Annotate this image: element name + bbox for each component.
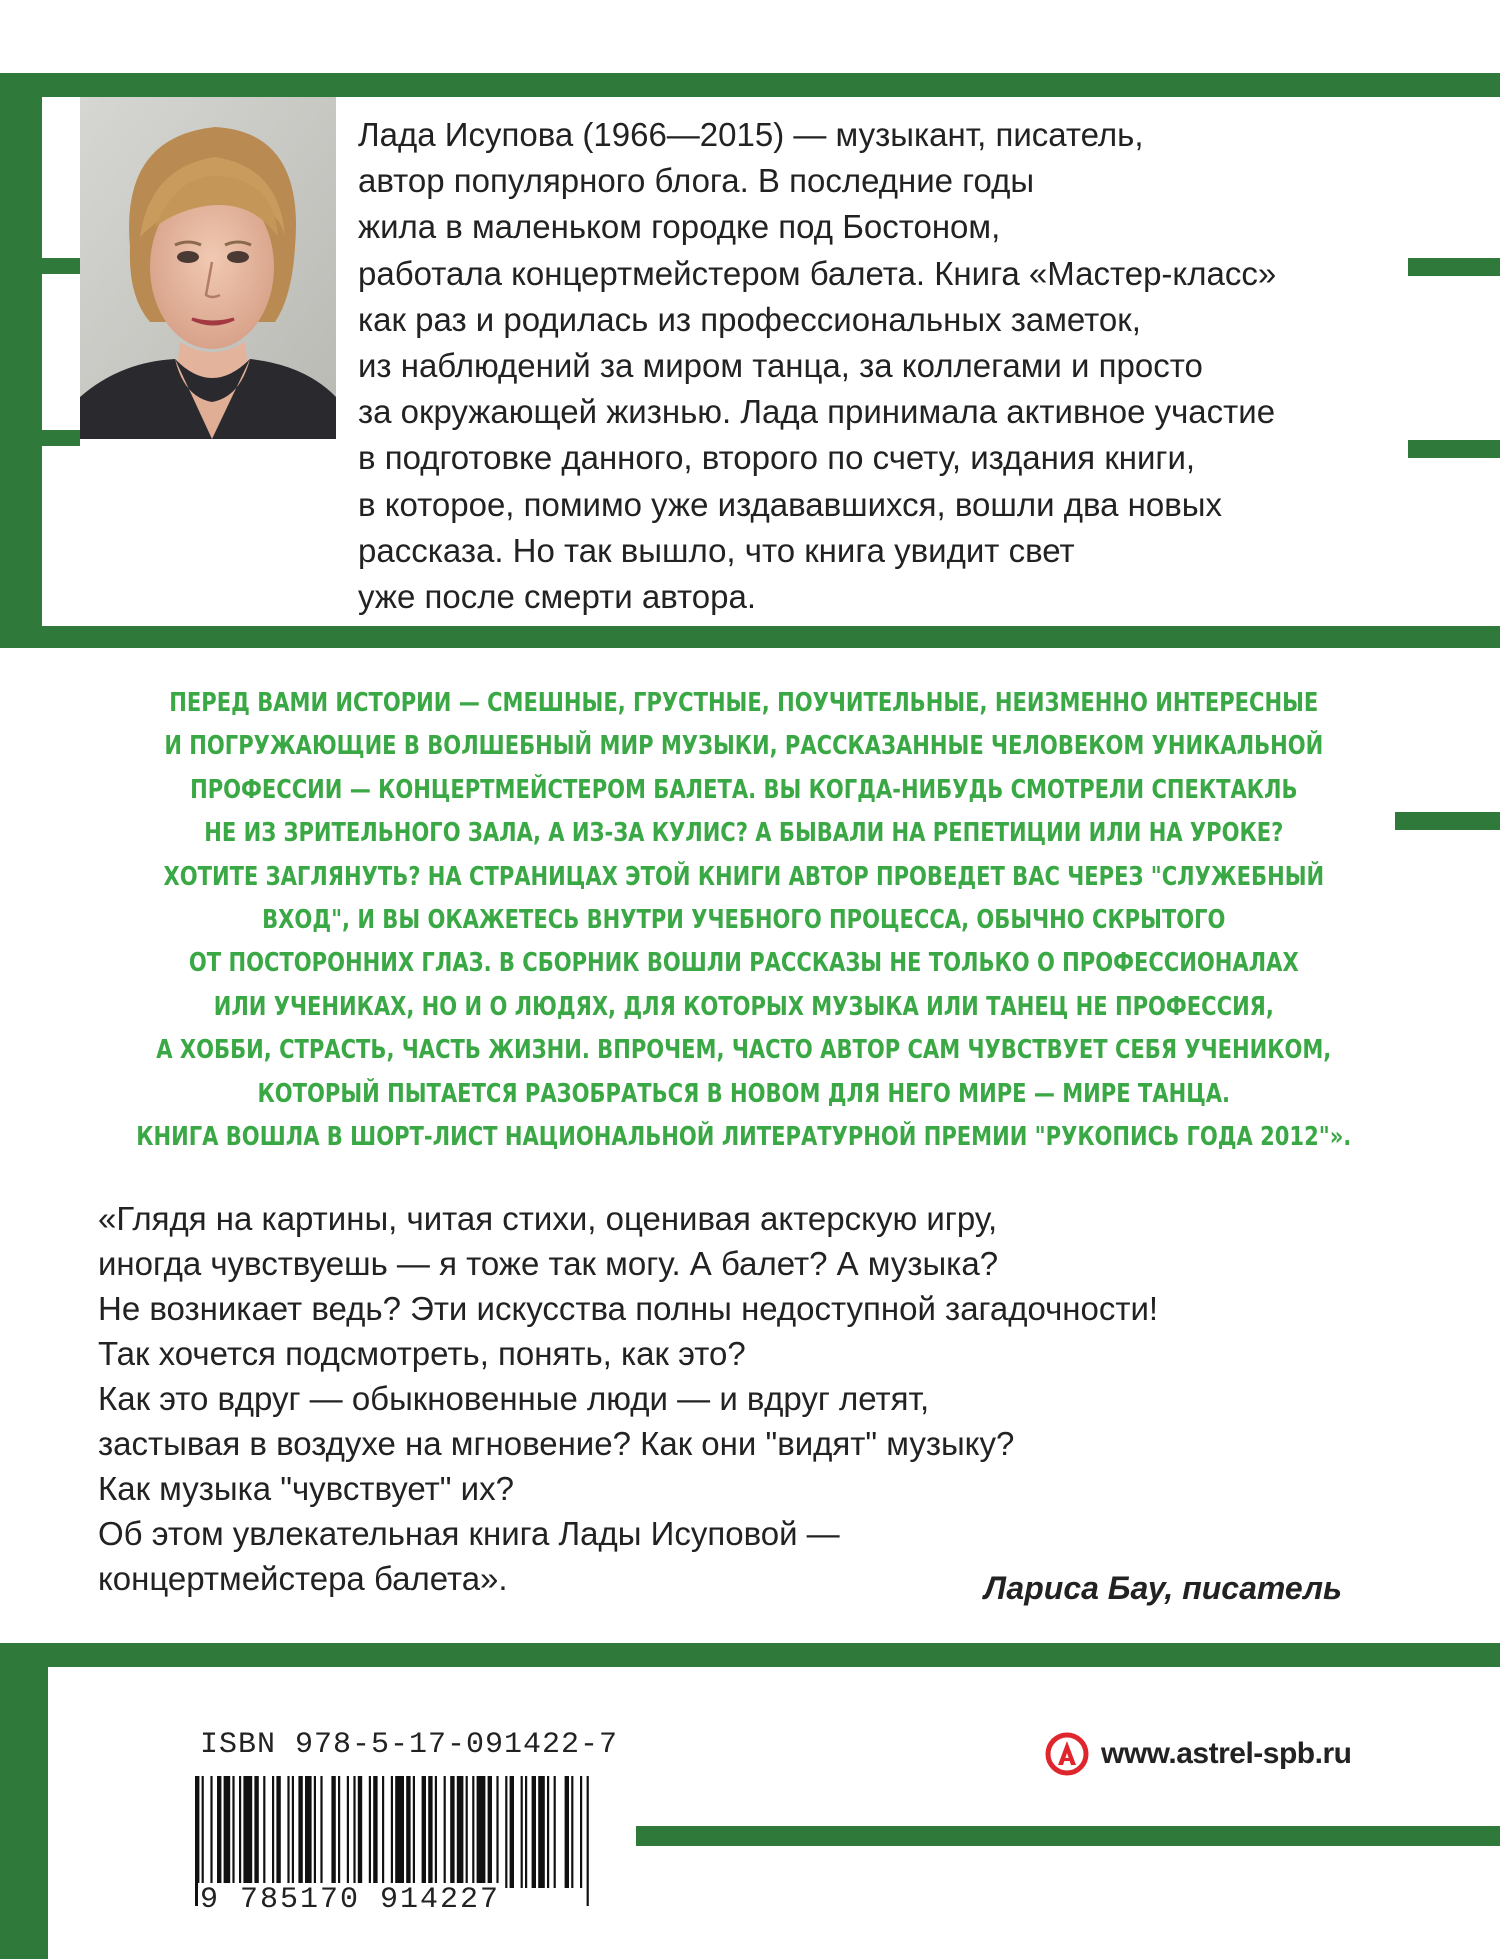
right-green-tick-1 [1408, 258, 1500, 276]
barcode-bar [353, 1776, 355, 1888]
quote-line: Об этом увлекательная книга Лады Исуповой — [98, 1515, 840, 1552]
promo-line: ХОТИТЕ ЗАГЛЯНУТЬ? НА СТРАНИЦАХ ЭТОЙ КНИГИ АВТОР ПРОВЕДЕТ ВАС ЧЕРЕЗ "СЛУЖЕБНЫЙ [163, 861, 1325, 892]
barcode-bar [587, 1776, 589, 1906]
bio-line: уже после смерти автора. [358, 578, 756, 616]
left-green-bar-top [0, 73, 42, 630]
right-green-tick-4 [636, 1826, 1500, 1846]
barcode-bar [466, 1776, 468, 1888]
barcode-bar [331, 1776, 335, 1888]
barcode-bar [314, 1776, 316, 1888]
quote-attribution: Лариса Бау, писатель [984, 1570, 1342, 1606]
barcode-bar [521, 1776, 523, 1888]
promo-line: ПЕРЕД ВАМИ ИСТОРИИ — СМЕШНЫЕ, ГРУСТНЫЕ, ПОУЧИТЕЛЬНЫЕ, НЕИЗМЕННО ИНТЕРЕСНЫЕ [169, 688, 1319, 718]
barcode-bar [428, 1776, 432, 1888]
barcode-bar [580, 1776, 582, 1888]
promo-line: А ХОББИ, СТРАСТЬ, ЧАСТЬ ЖИЗНИ. ВПРОЧЕМ, ЧАСТО АВТОР САМ ЧУВСТВУЕТ СЕБЯ УЧЕНИКОМ, [156, 1035, 1332, 1066]
barcode-bar [347, 1776, 349, 1888]
barcode-bar [217, 1776, 221, 1888]
barcode-bar [369, 1776, 371, 1888]
barcode-bar [210, 1776, 212, 1888]
left-green-tick-1 [0, 258, 80, 274]
barcode-bar [239, 1776, 241, 1888]
book-promo-text [69, 682, 1419, 1159]
promo-line: КНИГА ВОШЛА В ШОРТ-ЛИСТ НАЦИОНАЛЬНОЙ ЛИТЕРАТУРНОЙ ПРЕМИИ "РУКОПИСЬ ГОДА 2012"». [136, 1122, 1352, 1153]
quote-line: «Глядя на картины, читая стихи, оценивая актерскую игру, [98, 1200, 998, 1237]
author-portrait-icon [80, 97, 336, 439]
barcode-bar [472, 1776, 474, 1888]
barcode-bar [272, 1776, 274, 1888]
quote-line: иногда чувствуешь — я тоже так могу. А балет? А музыка? [98, 1245, 999, 1282]
barcode-bar [373, 1776, 377, 1888]
promo-line: ОТ ПОСТОРОННИХ ГЛАЗ. В СБОРНИК ВОШЛИ РАССКАЗЫ НЕ ТОЛЬКО О ПРОФЕССИОНАЛАХ [188, 948, 1299, 979]
barcode-digits-text: 9 785170 914227 [200, 1883, 501, 1917]
top-green-band [0, 73, 1500, 97]
barcode-bar [422, 1776, 426, 1888]
barcode-bar [263, 1776, 265, 1888]
barcode-bar [547, 1776, 549, 1888]
bio-line: жила в маленьком городке под Бостоном, [358, 208, 1001, 246]
bio-line: работала концертмейстером балета. Книга «Мастер-класс» [358, 254, 1277, 292]
barcode-bar [565, 1776, 569, 1888]
bio-line: в подготовке данного, второго по счету, издания книги, [358, 439, 1196, 477]
quote-line: концертмейстера балета». [98, 1560, 508, 1597]
barcode-bar [276, 1776, 280, 1888]
isbn-text: ISBN 978-5-17-091422-7 [200, 1728, 619, 1762]
barcode-bar [450, 1776, 454, 1888]
author-photo [80, 97, 336, 439]
barcode-bar [298, 1776, 302, 1888]
barcode-bar [477, 1776, 486, 1888]
promo-line: ПРОФЕССИИ — КОНЦЕРТМЕЙСТЕРОМ БАЛЕТА. ВЫ КОГДА-НИБУДЬ СМОТРЕЛИ СПЕКТАКЛЬ [190, 774, 1298, 805]
barcode-bar [395, 1776, 404, 1888]
barcode-bar [382, 1776, 384, 1888]
quote-line: застывая в воздухе на мгновение? Как они "видят" музыку? [98, 1425, 1015, 1462]
astrel-a-logo-icon [1045, 1732, 1089, 1776]
quote-line: Так хочется подсмотреть, понять, как это? [98, 1335, 746, 1372]
review-quote [98, 1196, 1298, 1601]
promo-line: НЕ ИЗ ЗРИТЕЛЬНОГО ЗАЛА, А ИЗ-ЗА КУЛИС? А БЫВАЛИ НА РЕПЕТИЦИИ ИЛИ НА УРОКЕ? [204, 818, 1284, 849]
barcode-bar [554, 1776, 556, 1888]
barcode-bar [488, 1776, 492, 1888]
bio-line: автор популярного блога. В последние годы [358, 162, 1035, 200]
bio-line: как раз и родилась из профессиональных заметок, [358, 300, 1141, 338]
promo-line: ВХОД", И ВЫ ОКАЖЕТЕСЬ ВНУТРИ УЧЕБНОГО ПРОЦЕССА, ОБЫЧНО СКРЫТОГО [262, 905, 1226, 936]
barcode-bar [505, 1776, 507, 1888]
barcode-bar [571, 1776, 573, 1888]
barcode-bar [358, 1776, 362, 1888]
middle-green-band [0, 626, 1500, 648]
promo-line: И ПОГРУЖАЮЩИЕ В ВОЛШЕБНЫЙ МИР МУЗЫКИ, РАССКАЗАННЫЕ ЧЕЛОВЕКОМ УНИКАЛЬНОЙ [164, 731, 1324, 762]
website-url[interactable]: www.astrel-spb.ru [1101, 1737, 1352, 1770]
barcode-bar [320, 1776, 322, 1888]
barcode-bar [338, 1776, 340, 1888]
barcode-bar [444, 1776, 446, 1888]
barcode-bar [243, 1776, 252, 1888]
quote-line: Не возникает ведь? Эти искусства полны недоступной загадочности! [98, 1290, 1159, 1327]
publisher-website[interactable] [1045, 1732, 1351, 1776]
barcode-bar [391, 1776, 393, 1888]
barcode-digits [198, 1883, 502, 1917]
barcode-bar [292, 1776, 294, 1888]
quote-line: Как музыка "чувствует" их? [98, 1470, 514, 1507]
barcode-bar [510, 1776, 514, 1888]
promo-line: КОТОРЫЙ ПЫТАЕТСЯ РАЗОБРАТЬСЯ В НОВОМ ДЛЯ НЕГО МИРЕ — МИРЕ ТАНЦА. [257, 1078, 1231, 1109]
barcode-bar [496, 1776, 498, 1888]
bio-line: из наблюдений за миром танца, за коллегами и просто [358, 347, 1203, 385]
bio-line: рассказа. Но так вышло, что книга увидит свет [358, 531, 1075, 569]
barcode-bar [254, 1776, 258, 1888]
barcode-bar [525, 1776, 527, 1888]
barcode-bar [457, 1776, 464, 1888]
barcode-bar [435, 1776, 437, 1888]
left-green-tick-2 [0, 430, 80, 446]
barcode-bar [232, 1776, 234, 1888]
bio-line: Лада Исупова (1966—2015) — музыкант, писатель, [358, 116, 1144, 153]
barcode-bar [532, 1776, 536, 1888]
barcode-bar [406, 1776, 410, 1888]
barcode-bar [287, 1776, 289, 1888]
lower-green-band [0, 1643, 1500, 1667]
author-bio [358, 112, 1358, 620]
barcode-bar [413, 1776, 415, 1888]
left-green-bar-bottom [0, 1643, 48, 1959]
barcode-bar [538, 1776, 545, 1888]
right-green-tick-2 [1408, 440, 1500, 458]
barcode-bar [224, 1776, 231, 1888]
bio-line: в которое, помимо уже издававшихся, вошли два новых [358, 485, 1222, 523]
promo-line: ИЛИ УЧЕНИКАХ, НО И О ЛЮДЯХ, ДЛЯ КОТОРЫХ МУЗЫКА ИЛИ ТАНЕЦ НЕ ПРОФЕССИЯ, [213, 991, 1274, 1022]
bio-line: за окружающей жизнью. Лада принимала активное участие [358, 393, 1276, 431]
quote-line: Как это вдруг — обыкновенные люди — и вдруг летят, [98, 1380, 930, 1417]
